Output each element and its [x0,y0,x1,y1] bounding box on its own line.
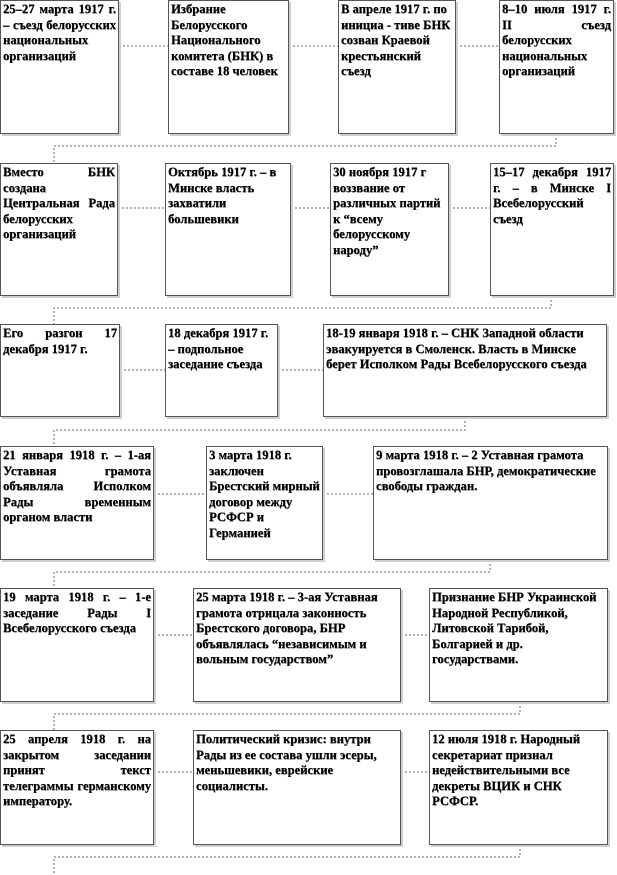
event-box-2: Избрание Белорусского Национального комитета (БНК) в составе 18 человек [168,0,289,134]
event-box-4: 8–10 июля 1917 г. II съезд белорусских национальных организаций [499,0,614,134]
event-box-15: 19 марта 1918 г. – 1-е заседание Рады I Всебелорусского съезда [0,588,154,702]
event-box-12: 21 января 1918 г. – 1-ая Уставная грамота объявляла Исполком Рады временным органом власти [0,446,154,560]
event-box-1: 25–27 марта 1917 г. – съезд белорусских национальных организаций [0,0,119,134]
event-box-9: Его разгон 17 декабря 1917 г. [0,324,120,417]
event-box-14: 9 марта 1918 г. – 2 Уставная грамота провозглашала БНР, демократические свободы граждан. [373,446,608,560]
event-box-18: 25 апреля 1918 г. на закрытом заседании принят текст телеграммы германскому императору. [0,730,154,845]
connector-row6-next [54,845,520,875]
event-box-6: Октябрь 1917 г. – в Минске власть захватили большевики [165,163,291,296]
event-box-13: 3 марта 1918 г. заключен Брестский мирный договор между РСФСР и Германией [206,446,323,560]
event-box-5: Вместо БНК создана Центральная Рада белорусских организаций [0,163,118,296]
event-box-19: Политический кризис: внутри Рады из ее состава ушли эсеры, меньшевики, еврейские социалисты. [193,730,401,845]
connector-row3-row4 [54,417,465,446]
event-box-3: В апреле 1917 г. по инициа - тиве БНК созван Краевой крестьянский съезд [338,0,456,134]
event-box-17: Признание БНР Украинской Народной Республикой, Литовской Тарибой, Болгарией и др. государствами. [429,588,608,702]
connector-row2-row3 [54,296,551,324]
connector-row4-row5 [54,560,490,588]
event-box-16: 25 марта 1918 г. – 3-ая Уставная грамота отрицала законность Брестского договора, БНР объявлялась “независимым и вольным государством” [193,588,401,702]
connector-row5-row6 [54,702,520,730]
connector-row1-row2 [54,134,556,163]
event-box-11: 18-19 января 1918 г. – СНК Западной области эвакуируется в Смоленск. Власть в Минске берет Исполком Рады Всебелорусского съезда [323,324,607,417]
event-box-7: 30 ноября 1917 г воззвание от различных партий к “всему белорусскому народу” [330,163,449,296]
event-box-10: 18 декабря 1917 г. – подпольное заседание съезда [165,324,278,417]
event-box-8: 15–17 декабря 1917 г. – в Минске I Всебелорусский съезд [490,163,614,296]
event-box-20: 12 июля 1918 г. Народный секретариат признал недействительными все декреты ВЦИК и СНК РСФСР. [429,730,608,845]
